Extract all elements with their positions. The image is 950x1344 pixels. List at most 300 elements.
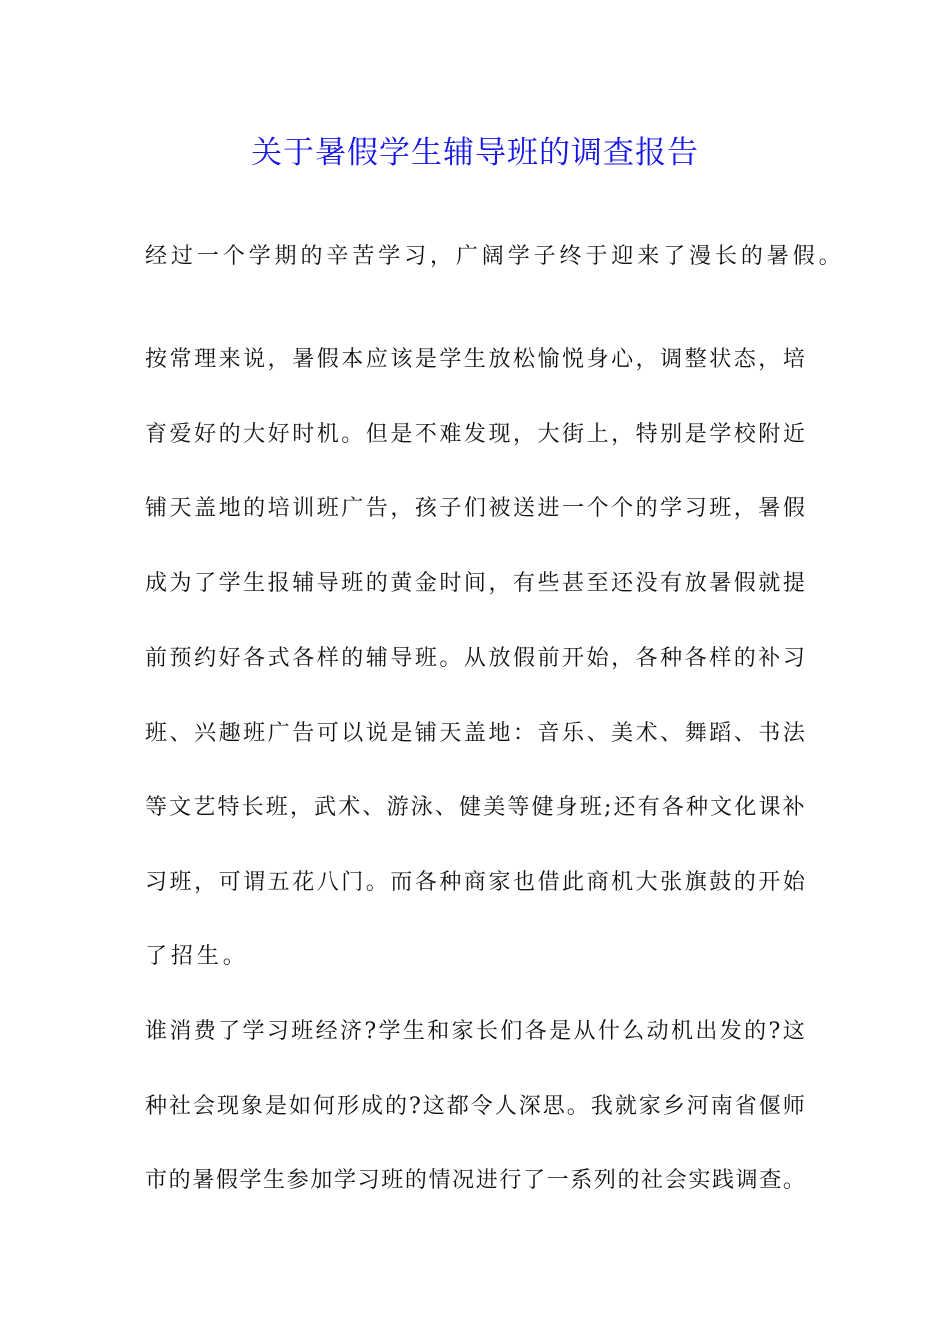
text-glyph: 花 — [292, 870, 315, 895]
text-glyph: 假 — [316, 347, 339, 372]
text-glyph: 八 — [316, 870, 339, 895]
text-glyph: 暑 — [292, 347, 315, 372]
text-glyph: 现 — [217, 1094, 240, 1119]
text-glyph: 种 — [145, 1094, 168, 1119]
text-glyph: 、 — [362, 795, 385, 820]
text-glyph: ， — [289, 795, 312, 820]
text-glyph: 告 — [292, 721, 315, 746]
paragraph-line — [145, 345, 805, 375]
text-glyph: 机 — [611, 870, 634, 895]
text-glyph: 旗 — [684, 870, 707, 895]
text-glyph: 况 — [452, 1168, 475, 1193]
text-glyph: 了 — [523, 1168, 546, 1193]
text-glyph: 参 — [286, 1168, 309, 1193]
text-glyph: 地 — [488, 721, 511, 746]
text-glyph: 习 — [782, 646, 805, 671]
text-glyph: ? — [409, 1094, 421, 1119]
text-glyph: 还 — [611, 571, 634, 596]
text-glyph: 有 — [660, 571, 683, 596]
text-glyph: 假 — [782, 496, 805, 521]
text-glyph: 暑 — [758, 496, 781, 521]
text-glyph: 学 — [334, 1168, 357, 1193]
text-glyph: 从 — [463, 646, 486, 671]
text-glyph: 阔 — [481, 244, 508, 269]
text-glyph: 铺 — [414, 721, 437, 746]
text-glyph: 来 — [218, 347, 241, 372]
text-glyph: 的 — [243, 496, 266, 521]
text-glyph: 践 — [712, 1168, 735, 1193]
text-glyph: 化 — [734, 795, 757, 820]
text-glyph: 没 — [635, 571, 658, 596]
text-glyph: 课 — [758, 795, 781, 820]
text-glyph: ， — [390, 496, 413, 521]
text-glyph: 学 — [439, 347, 462, 372]
text-glyph: 始 — [782, 870, 805, 895]
text-glyph: 进 — [475, 1168, 498, 1193]
text-glyph: 。 — [341, 422, 364, 447]
text-glyph: 好 — [267, 422, 290, 447]
text-glyph: 习 — [357, 1168, 380, 1193]
text-glyph: 过 — [170, 244, 197, 269]
text-glyph: 约 — [194, 646, 217, 671]
text-glyph: 行 — [499, 1168, 522, 1193]
text-glyph: 、 — [733, 721, 756, 746]
text-glyph: 乡 — [662, 1094, 685, 1119]
text-glyph: 谓 — [243, 870, 266, 895]
text-glyph: 悦 — [562, 347, 585, 372]
text-glyph: 此 — [562, 870, 585, 895]
text-glyph: 身 — [555, 795, 578, 820]
text-glyph: 辛 — [326, 244, 353, 269]
text-glyph: 班 — [709, 496, 732, 521]
text-glyph: 成 — [145, 571, 168, 596]
text-glyph: 调 — [735, 1168, 758, 1193]
text-glyph: 是 — [414, 347, 437, 372]
text-glyph: 形 — [337, 1094, 360, 1119]
text-glyph: 文 — [710, 795, 733, 820]
text-glyph: 辅 — [365, 646, 388, 671]
text-glyph: 补 — [758, 646, 781, 671]
text-glyph: 附 — [758, 422, 781, 447]
text-glyph: 态 — [733, 347, 756, 372]
paragraph-line — [145, 644, 805, 674]
text-glyph: 大 — [243, 422, 266, 447]
text-glyph: 学 — [709, 422, 732, 447]
text-glyph: 术 — [338, 795, 361, 820]
text-glyph: 假 — [512, 646, 535, 671]
text-glyph: 种 — [439, 870, 462, 895]
text-glyph: 生 — [196, 944, 223, 969]
text-glyph: 消 — [169, 1019, 192, 1044]
text-glyph: 以 — [341, 721, 364, 746]
text-glyph: 街 — [562, 422, 585, 447]
text-glyph: 班 — [381, 1168, 404, 1193]
text-glyph: 天 — [169, 496, 192, 521]
text-glyph: ， — [611, 422, 634, 447]
text-glyph: 长 — [241, 795, 264, 820]
text-glyph: 现 — [488, 422, 511, 447]
text-glyph: 五 — [267, 870, 290, 895]
text-glyph: 各 — [243, 646, 266, 671]
text-glyph: 可 — [218, 870, 241, 895]
text-glyph: 为 — [169, 571, 192, 596]
text-glyph: 提 — [782, 571, 805, 596]
text-glyph: 的 — [744, 1019, 767, 1044]
text-glyph: 导 — [316, 571, 339, 596]
text-glyph: 假 — [733, 571, 756, 596]
text-glyph: ， — [733, 496, 756, 521]
text-glyph: 时 — [439, 571, 462, 596]
text-glyph: 美 — [611, 721, 634, 746]
text-glyph: 音 — [537, 721, 560, 746]
text-glyph: 学 — [239, 1168, 262, 1193]
text-glyph: 济 — [340, 1019, 363, 1044]
text-glyph: ， — [267, 347, 290, 372]
text-glyph: 漫 — [689, 244, 715, 269]
text-glyph: 爱 — [169, 422, 192, 447]
paragraph-line — [145, 868, 805, 898]
text-glyph: 但 — [365, 422, 388, 447]
text-glyph: 游 — [386, 795, 409, 820]
text-glyph: 说 — [243, 347, 266, 372]
text-glyph: ， — [635, 347, 658, 372]
text-glyph: 鼓 — [709, 870, 732, 895]
text-glyph: 深 — [518, 1094, 541, 1119]
text-glyph: 预 — [169, 646, 192, 671]
text-glyph: 各 — [292, 646, 315, 671]
text-glyph: 市 — [145, 1168, 168, 1193]
text-glyph: 都 — [446, 1094, 469, 1119]
text-glyph: 可 — [316, 721, 339, 746]
text-glyph: ， — [512, 422, 535, 447]
text-glyph: 生 — [263, 1168, 286, 1193]
text-glyph: 兴 — [194, 721, 217, 746]
text-glyph: 迎 — [611, 244, 638, 269]
text-glyph: 南 — [710, 1094, 733, 1119]
text-glyph: 家 — [488, 870, 511, 895]
text-glyph: 理 — [194, 347, 217, 372]
text-glyph: 艺 — [193, 795, 216, 820]
text-glyph: 常 — [169, 347, 192, 372]
text-glyph: 美 — [483, 795, 506, 820]
text-glyph: 班 — [579, 795, 602, 820]
text-glyph: 经 — [315, 1019, 338, 1044]
text-glyph: 学 — [218, 571, 241, 596]
text-glyph: 开 — [562, 646, 585, 671]
text-glyph: 天 — [439, 721, 462, 746]
text-glyph: 成 — [361, 1094, 384, 1119]
text-glyph: ， — [611, 646, 634, 671]
text-glyph: 广 — [341, 496, 364, 521]
text-glyph: 前 — [537, 646, 560, 671]
text-glyph: 、 — [660, 721, 683, 746]
text-glyph: 的 — [300, 244, 327, 269]
text-glyph: 一 — [546, 1168, 569, 1193]
text-glyph: 就 — [614, 1094, 637, 1119]
text-glyph: 放 — [488, 347, 511, 372]
text-glyph: 时 — [292, 422, 315, 447]
text-glyph: 象 — [241, 1094, 264, 1119]
text-glyph: 生 — [243, 571, 266, 596]
text-glyph: 不 — [414, 422, 437, 447]
text-glyph: 。 — [222, 944, 249, 969]
text-glyph: 从 — [573, 1019, 596, 1044]
text-glyph: 们 — [463, 496, 486, 521]
text-glyph: 终 — [559, 244, 586, 269]
text-glyph: 。 — [365, 870, 388, 895]
text-glyph: 情 — [428, 1168, 451, 1193]
text-glyph: 省 — [734, 1094, 757, 1119]
text-glyph: 的 — [740, 244, 767, 269]
text-glyph: 特 — [217, 795, 240, 820]
text-glyph: 好 — [218, 646, 241, 671]
text-glyph: ? — [768, 1019, 781, 1044]
text-glyph: 按 — [145, 347, 168, 372]
text-glyph: 就 — [758, 571, 781, 596]
text-glyph: 生 — [463, 347, 486, 372]
text-glyph: 有 — [637, 795, 660, 820]
text-glyph: 一 — [196, 244, 223, 269]
text-glyph: 长 — [476, 1019, 499, 1044]
text-glyph: 借 — [537, 870, 560, 895]
text-glyph: 了 — [145, 944, 171, 969]
text-glyph: 辅 — [292, 571, 315, 596]
text-glyph: 会 — [193, 1094, 216, 1119]
text-glyph: 而 — [390, 870, 413, 895]
text-glyph: 文 — [169, 795, 192, 820]
text-glyph: 习 — [266, 1019, 289, 1044]
text-glyph: 暑 — [709, 571, 732, 596]
text-glyph: 进 — [537, 496, 560, 521]
paragraph-line — [145, 494, 805, 524]
text-glyph: 放 — [488, 646, 511, 671]
text-glyph: 上 — [586, 422, 609, 447]
text-glyph: 至 — [586, 571, 609, 596]
text-glyph: 何 — [313, 1094, 336, 1119]
text-glyph: 。 — [818, 244, 845, 269]
text-glyph: 乐 — [562, 721, 585, 746]
text-glyph: 也 — [512, 870, 535, 895]
text-glyph: 什 — [597, 1019, 620, 1044]
text-glyph: 报 — [267, 571, 290, 596]
paragraph-line — [145, 942, 805, 972]
text-glyph: 社 — [641, 1168, 664, 1193]
text-glyph: 商 — [463, 870, 486, 895]
text-glyph: 间 — [463, 571, 486, 596]
text-glyph: 本 — [341, 347, 364, 372]
text-glyph: 苦 — [352, 244, 379, 269]
text-glyph: 说 — [365, 721, 388, 746]
paragraph-line — [145, 420, 805, 450]
text-glyph: 愉 — [537, 347, 560, 372]
text-glyph: 了 — [194, 571, 217, 596]
text-glyph: 偃 — [758, 1094, 781, 1119]
text-glyph: 术 — [635, 721, 658, 746]
text-glyph: 和 — [427, 1019, 450, 1044]
text-glyph: 些 — [537, 571, 560, 596]
text-glyph: 大 — [537, 422, 560, 447]
text-glyph: 该 — [390, 347, 413, 372]
text-glyph: ， — [194, 870, 217, 895]
text-glyph: 班 — [243, 721, 266, 746]
text-glyph: 有 — [512, 571, 535, 596]
text-glyph: 的 — [365, 571, 388, 596]
text-glyph: 放 — [684, 571, 707, 596]
text-glyph: 培 — [782, 347, 805, 372]
text-glyph: 训 — [292, 496, 315, 521]
text-glyph: 导 — [390, 646, 413, 671]
text-glyph: 开 — [758, 870, 781, 895]
text-glyph: 各 — [524, 1019, 547, 1044]
text-glyph: 家 — [638, 1094, 661, 1119]
text-glyph: 了 — [663, 244, 690, 269]
text-glyph: 近 — [782, 422, 805, 447]
text-glyph: 式 — [267, 646, 290, 671]
text-glyph: 种 — [660, 646, 683, 671]
text-glyph: 查 — [759, 1168, 782, 1193]
text-glyph: 学 — [378, 1019, 401, 1044]
text-glyph: 么 — [622, 1019, 645, 1044]
text-glyph: 培 — [267, 496, 290, 521]
text-glyph: 各 — [661, 795, 684, 820]
text-glyph: 会 — [664, 1168, 687, 1193]
text-glyph: 班 — [316, 496, 339, 521]
text-glyph: 这 — [422, 1094, 445, 1119]
text-glyph: 是 — [549, 1019, 572, 1044]
text-glyph: 应 — [365, 347, 388, 372]
text-glyph: 健 — [459, 795, 482, 820]
text-glyph: 师 — [782, 1094, 805, 1119]
text-glyph: 令 — [470, 1094, 493, 1119]
text-glyph: 健 — [531, 795, 554, 820]
text-glyph: 习 — [404, 244, 430, 269]
text-glyph: 学 — [248, 244, 275, 269]
text-glyph: 还 — [613, 795, 636, 820]
text-glyph: 盖 — [194, 496, 217, 521]
text-glyph: 。 — [566, 1094, 589, 1119]
text-glyph: 发 — [719, 1019, 742, 1044]
text-glyph: 各 — [635, 646, 658, 671]
text-glyph: 金 — [414, 571, 437, 596]
text-glyph: 长 — [714, 244, 741, 269]
text-glyph: 等 — [507, 795, 530, 820]
text-glyph: 子 — [533, 244, 560, 269]
text-glyph: 。 — [782, 1168, 805, 1193]
text-glyph: 谁 — [145, 1019, 168, 1044]
text-glyph: 好 — [194, 422, 217, 447]
text-glyph: 是 — [684, 422, 707, 447]
text-glyph: ， — [488, 571, 511, 596]
text-glyph: 武 — [314, 795, 337, 820]
text-glyph: 的 — [733, 870, 756, 895]
text-glyph: 样 — [709, 646, 732, 671]
text-glyph: 书 — [758, 721, 781, 746]
text-glyph: 加 — [310, 1168, 333, 1193]
text-glyph: 们 — [500, 1019, 523, 1044]
text-glyph: 习 — [145, 870, 168, 895]
text-glyph: 期 — [274, 244, 301, 269]
text-glyph: 等 — [145, 795, 168, 820]
paragraph-line — [145, 1092, 805, 1122]
text-glyph: 出 — [695, 1019, 718, 1044]
text-glyph: 实 — [688, 1168, 711, 1193]
text-glyph: 育 — [145, 422, 168, 447]
text-glyph: 张 — [660, 870, 683, 895]
text-glyph: 孩 — [414, 496, 437, 521]
text-glyph: 难 — [439, 422, 462, 447]
text-glyph: 个 — [222, 244, 249, 269]
text-glyph: 发 — [463, 422, 486, 447]
text-glyph: 班 — [341, 571, 364, 596]
text-glyph: 的 — [385, 1094, 408, 1119]
text-glyph: 列 — [593, 1168, 616, 1193]
text-glyph: 招 — [170, 944, 197, 969]
text-glyph: 的 — [635, 496, 658, 521]
text-glyph: 整 — [684, 347, 707, 372]
text-glyph: 、 — [586, 721, 609, 746]
text-glyph: 的 — [404, 1168, 427, 1193]
text-glyph: 人 — [494, 1094, 517, 1119]
text-glyph: 班 — [145, 721, 168, 746]
text-glyph: 我 — [590, 1094, 613, 1119]
text-glyph: 来 — [637, 244, 664, 269]
paragraph-line — [145, 1017, 805, 1047]
text-glyph: 个 — [586, 496, 609, 521]
text-glyph: 家 — [451, 1019, 474, 1044]
text-glyph: 广 — [455, 244, 482, 269]
text-glyph: 是 — [390, 721, 413, 746]
text-glyph: 学 — [660, 496, 683, 521]
text-glyph: 蹈 — [709, 721, 732, 746]
text-glyph: 特 — [635, 422, 658, 447]
text-glyph: 铺 — [145, 496, 168, 521]
text-glyph: 心 — [611, 347, 634, 372]
text-glyph: 一 — [562, 496, 585, 521]
text-glyph: 商 — [586, 870, 609, 895]
text-glyph: 广 — [267, 721, 290, 746]
text-glyph: 趣 — [218, 721, 241, 746]
text-glyph: 这 — [782, 1019, 805, 1044]
text-glyph: 的 — [341, 646, 364, 671]
text-glyph: 样 — [316, 646, 339, 671]
text-glyph: 于 — [585, 244, 612, 269]
text-glyph: 状 — [709, 347, 732, 372]
text-glyph: 补 — [782, 795, 805, 820]
text-glyph: 甚 — [562, 571, 585, 596]
text-glyph: 暑 — [192, 1168, 215, 1193]
text-glyph: ， — [429, 244, 456, 269]
text-glyph: 费 — [193, 1019, 216, 1044]
text-glyph: 暑 — [766, 244, 793, 269]
text-glyph: 系 — [570, 1168, 593, 1193]
text-glyph: 的 — [733, 646, 756, 671]
text-glyph: 是 — [265, 1094, 288, 1119]
text-glyph: 如 — [289, 1094, 312, 1119]
text-glyph: 门 — [341, 870, 364, 895]
text-glyph: 习 — [684, 496, 707, 521]
text-glyph: 班 — [414, 646, 437, 671]
text-glyph: 班 — [291, 1019, 314, 1044]
text-glyph: 机 — [316, 422, 339, 447]
text-glyph: 泳 — [410, 795, 433, 820]
text-glyph: 、 — [169, 721, 192, 746]
text-glyph: 校 — [733, 422, 756, 447]
text-glyph: 思 — [542, 1094, 565, 1119]
text-glyph: 河 — [686, 1094, 709, 1119]
text-glyph: 个 — [611, 496, 634, 521]
text-glyph: 假 — [792, 244, 819, 269]
text-glyph: 机 — [671, 1019, 694, 1044]
